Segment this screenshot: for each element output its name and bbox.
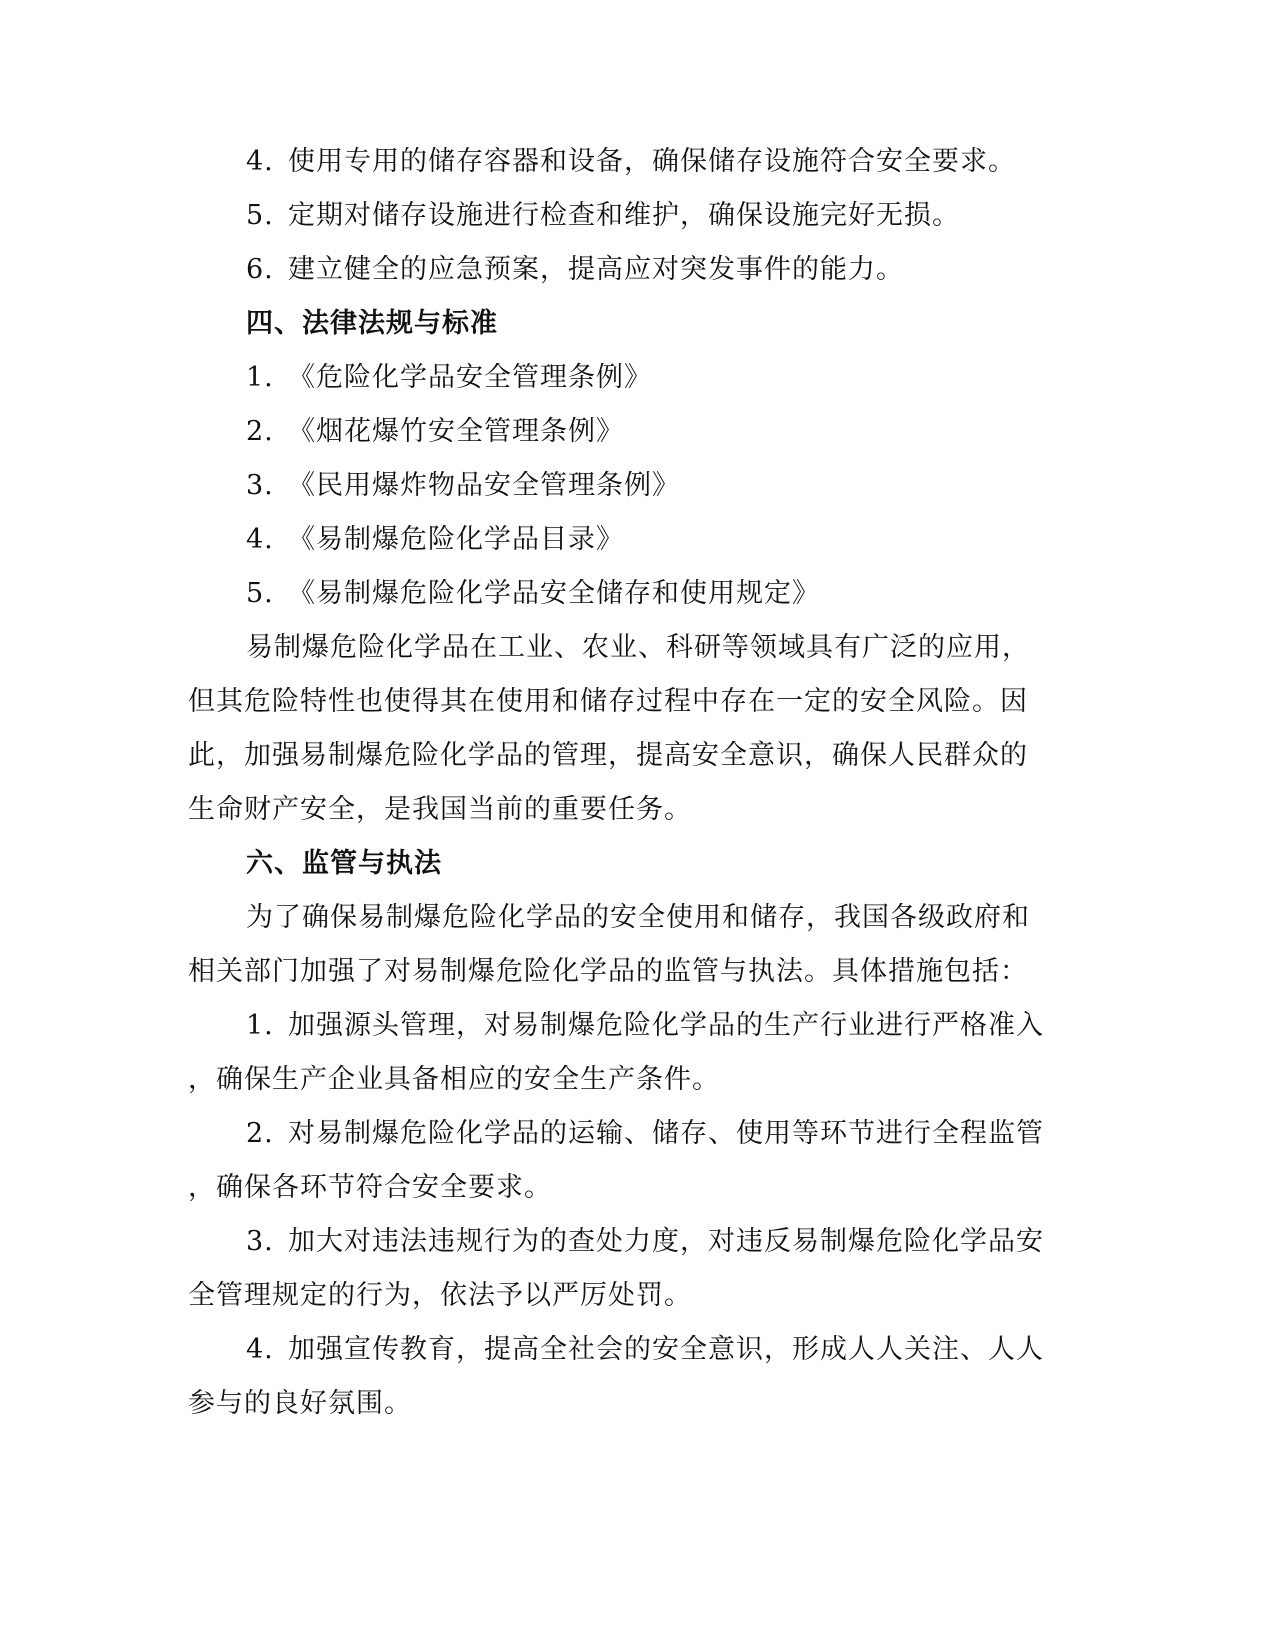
list-number: 4. [246,524,274,555]
section-heading-laws: 四、法律法规与标准 [246,308,498,339]
summary-line: 此，加强易制爆危险化学品的管理，提高安全意识，确保人民群众的 [188,740,1028,771]
list-text: 《危险化学品安全管理条例》 [288,362,652,393]
intro-line: 相关部门加强了对易制爆危险化学品的监管与执法。具体措施包括： [188,956,1028,987]
summary-line: 但其危险特性也使得其在使用和储存过程中存在一定的安全风险。因 [188,686,1028,717]
list-item [246,145,1016,179]
list-number: 1. [246,1010,274,1041]
list-item [246,1333,1044,1367]
list-text: 加大对违法违规行为的查处力度，对违反易制爆危险化学品安 [288,1226,1044,1257]
list-item [246,361,652,395]
list-item-continued: ，确保各环节符合安全要求。 [188,1172,552,1203]
list-text: 建立健全的应急预案，提高应对突发事件的能力。 [288,254,904,285]
list-number: 4. [246,1334,274,1365]
list-number: 4. [246,146,274,177]
list-number: 3. [246,1226,274,1257]
list-number: 2. [246,1118,274,1149]
list-number: 1. [246,362,274,393]
list-text: 加强源头管理，对易制爆危险化学品的生产行业进行严格准入 [288,1010,1044,1041]
list-item [246,469,680,503]
list-item [246,523,624,557]
list-item-continued: 参与的良好氛围。 [188,1388,412,1419]
list-text: 定期对储存设施进行检查和维护，确保设施完好无损。 [288,200,960,231]
list-text: 对易制爆危险化学品的运输、储存、使用等环节进行全程监管 [288,1118,1044,1149]
list-number: 5. [246,200,274,231]
section-heading-supervision: 六、监管与执法 [246,848,442,879]
list-item-continued: ，确保生产企业具备相应的安全生产条件。 [188,1064,720,1095]
list-text: 《民用爆炸物品安全管理条例》 [288,470,680,501]
list-item [246,253,904,287]
list-item-continued: 全管理规定的行为，依法予以严厉处罚。 [188,1280,692,1311]
list-text: 《易制爆危险化学品安全储存和使用规定》 [288,578,820,609]
intro-line: 为了确保易制爆危险化学品的安全使用和储存，我国各级政府和 [246,902,1030,933]
list-text: 加强宣传教育，提高全社会的安全意识，形成人人关注、人人 [288,1334,1044,1365]
list-text: 《易制爆危险化学品目录》 [288,524,624,555]
list-number: 2. [246,416,274,447]
list-item [246,1225,1044,1259]
list-number: 3. [246,470,274,501]
list-item [246,1009,1044,1043]
list-text: 使用专用的储存容器和设备，确保储存设施符合安全要求。 [288,146,1016,177]
summary-line: 易制爆危险化学品在工业、农业、科研等领域具有广泛的应用， [246,632,1030,663]
list-item [246,1117,1044,1151]
list-text: 《烟花爆竹安全管理条例》 [288,416,624,447]
list-item [246,415,624,449]
list-item [246,577,820,611]
summary-line: 生命财产安全，是我国当前的重要任务。 [188,794,692,825]
list-number: 5. [246,578,274,609]
list-number: 6. [246,254,274,285]
list-item [246,199,960,233]
